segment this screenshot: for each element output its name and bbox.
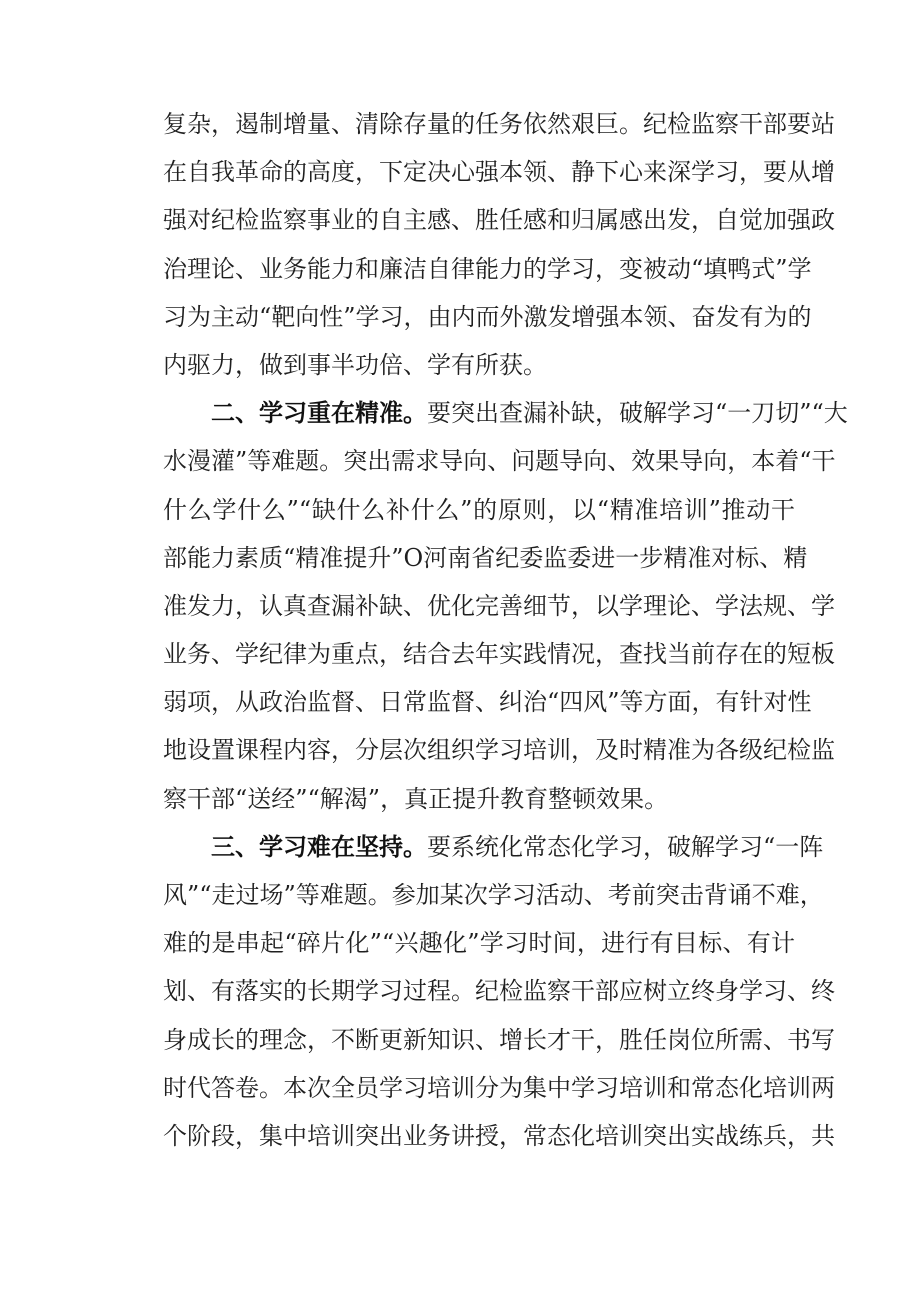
text-line: 弱项，从政治监督、日常监督、纠治“四风”等方面，有针对性 <box>163 688 812 717</box>
text-line: 强对纪检监察事业的自主感、胜任感和归属感出发，自觉加强政 <box>163 206 835 235</box>
text-line: 时代答卷。本次全员学习培训分为集中学习培训和常态化培训两 <box>163 1073 835 1102</box>
text-line: 风”“走过场”等难题。参加某次学习活动、考前突击背诵不难， <box>163 881 824 909</box>
text-line: 准发力，认真查漏补缺、优化完善细节，以学理论、学法规、学 <box>163 591 835 620</box>
text-line: 部能力素质“精准提升”O河南省纪委监委进一步精准对标、精 <box>163 543 808 572</box>
section-heading: 二、学习重在精准。 <box>211 399 427 428</box>
text-run: 要突出查漏补缺，破解学习“一刀切”“大 <box>427 399 848 428</box>
text-line: 在自我革命的高度，下定决心强本领、静下心来深学习，要从增 <box>163 158 835 187</box>
text-line: 复杂，遏制增量、清除存量的任务依然艰巨。纪检监察干部要站 <box>163 110 835 138</box>
text-line: 察干部“送经”“解渴”，真正提升教育整顿效果。 <box>163 784 669 813</box>
text-line: 什么学什么”“缺什么补什么”的原则，以“精准培训”推动干 <box>163 495 795 524</box>
text-line: 个阶段，集中培训突出业务讲授，常态化培训突出实战练兵，共 <box>163 1121 835 1150</box>
text-line: 治理论、业务能力和廉洁自律能力的学习，变被动“填鸭式”学 <box>163 254 812 283</box>
paragraph-first-line <box>163 823 824 871</box>
text-line: 划、有落实的长期学习过程。纪检监察干部应树立终身学习、终 <box>163 977 835 1006</box>
section-heading: 三、学习难在坚持。 <box>211 832 427 861</box>
body-text <box>163 100 848 1160</box>
text-line: 水漫灌”等难题。突出需求导向、问题导向、效果导向，本着“干 <box>163 447 836 476</box>
text-line: 习为主动“靶向性”学习，由内而外激发增强本领、奋发有为的 <box>163 302 812 331</box>
text-run: 要系统化常态化学习，破解学习“一阵 <box>427 832 824 861</box>
text-line: 难的是串起“碎片化”“兴趣化”学习时间，进行有目标、有计 <box>163 929 795 958</box>
text-line: 地设置课程内容，分层次组织学习培训，及时精准为各级纪检监 <box>163 736 835 765</box>
text-line: 内驱力，做到事半功倍、学有所获。 <box>163 350 547 379</box>
text-line: 业务、学纪律为重点，结合去年实践情况，查找当前存在的短板 <box>163 640 835 669</box>
text-line: 身成长的理念，不断更新知识、增长才干，胜任岗位所需、书写 <box>163 1025 835 1054</box>
paragraph-first-line <box>163 389 848 437</box>
